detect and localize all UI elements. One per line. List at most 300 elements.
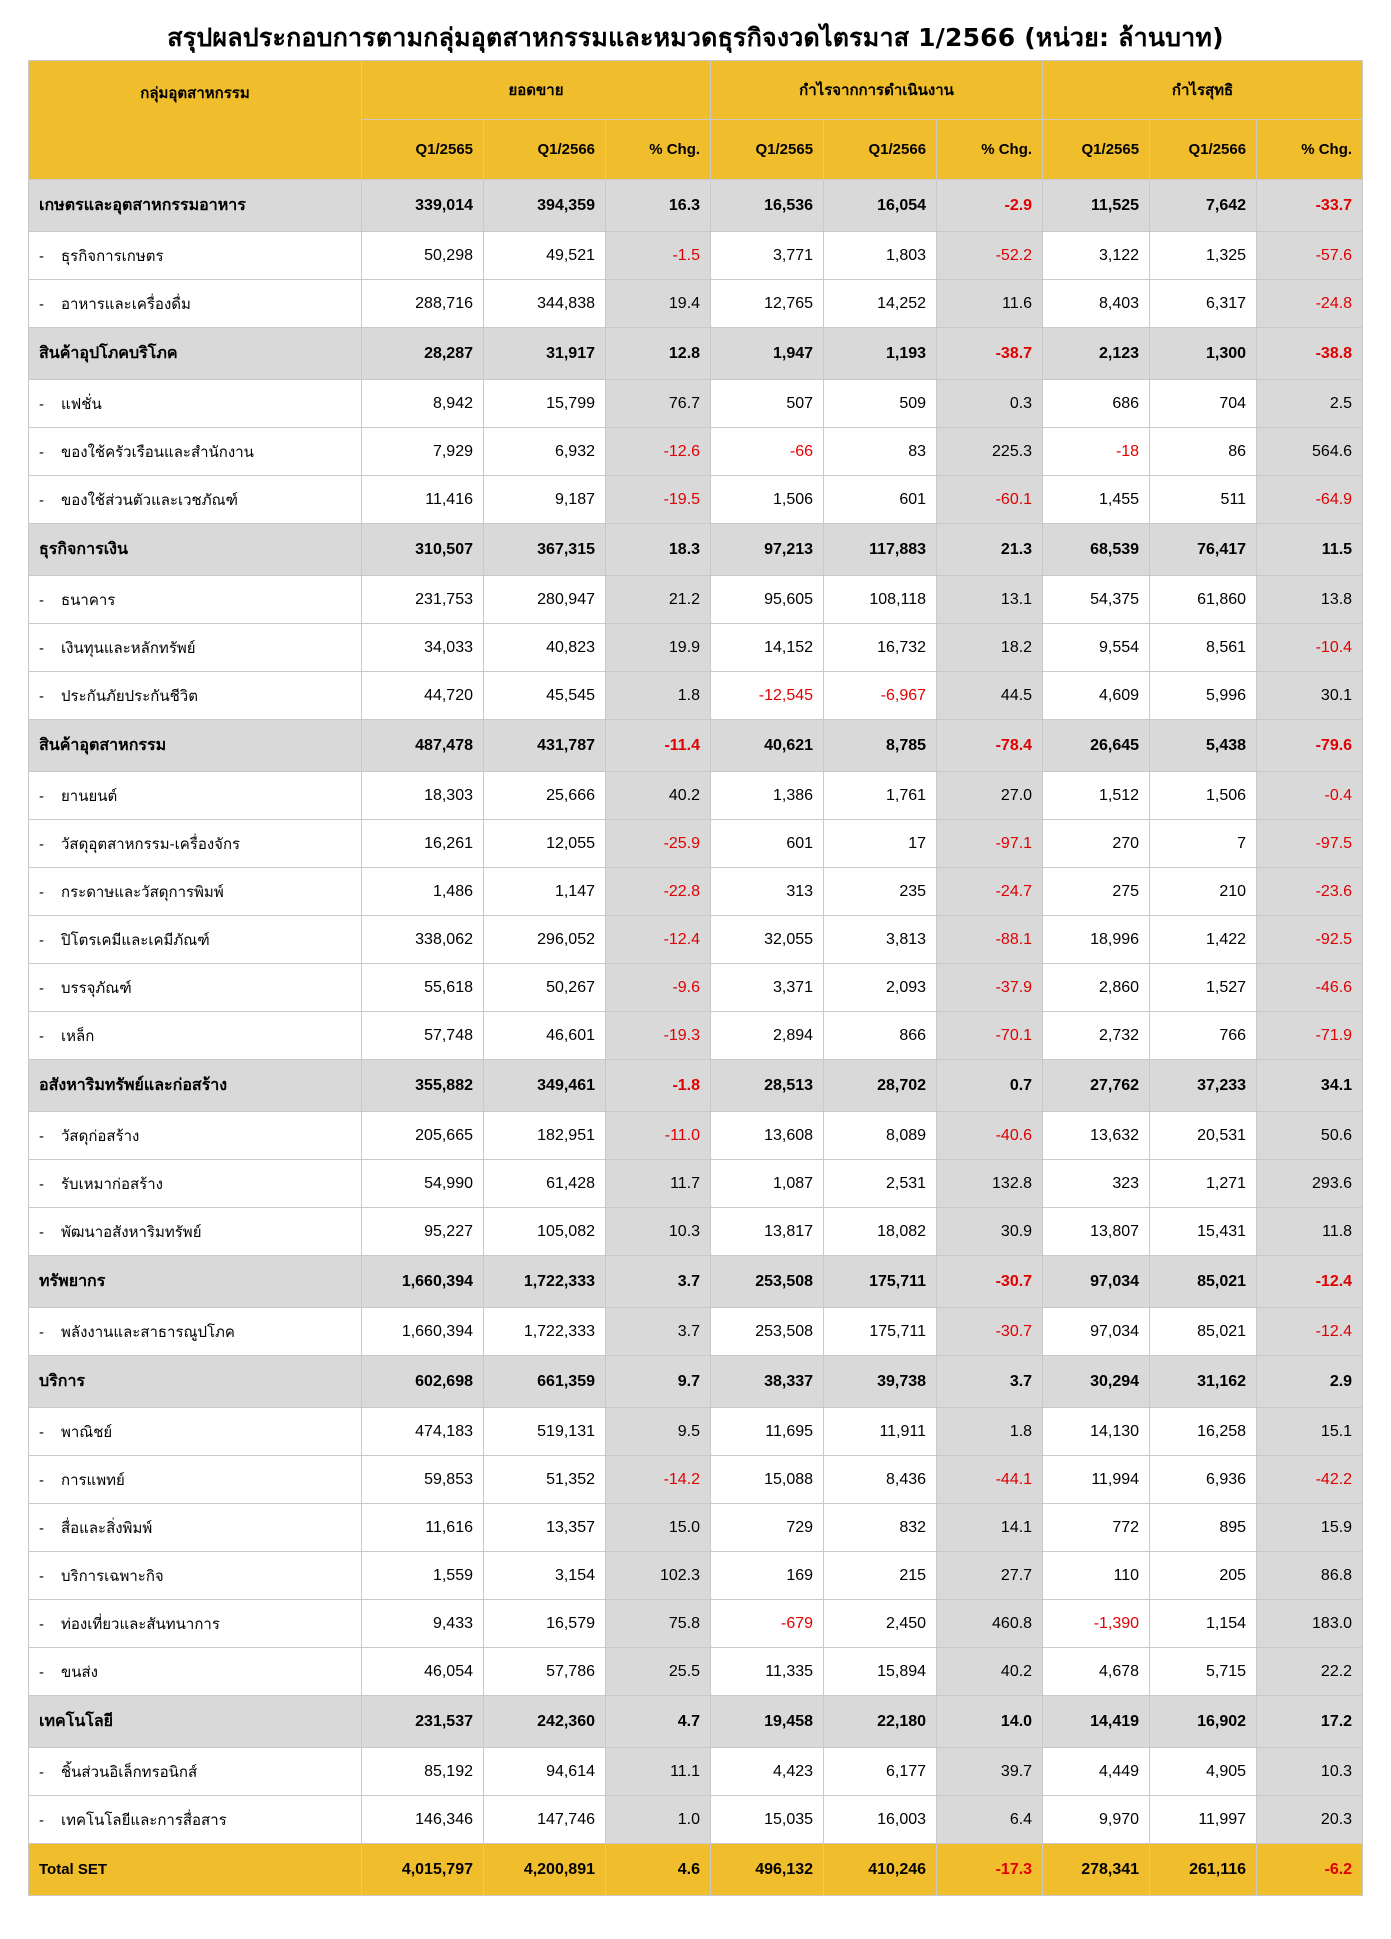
op-profit-q1-2565-cell: 3,771 [711,232,824,280]
sales-pct-chg-cell: 4.6 [606,1844,711,1896]
sales-pct-chg-cell: 11.1 [606,1748,711,1796]
subcategory-name [29,232,362,280]
op-profit-q1-2566-cell: 866 [824,1012,937,1060]
subcategory-name [29,916,362,964]
op-profit-q1-2565-cell: -679 [711,1600,824,1648]
op-profit-q1-2565-cell: 15,035 [711,1796,824,1844]
net-profit-pct-chg-cell: 10.3 [1257,1748,1363,1796]
net-profit-pct-chg-cell: -33.7 [1257,180,1363,232]
bullet-dash: - [39,443,44,461]
op-profit-pct-chg-cell: 0.3 [937,380,1043,428]
subcategory-row [29,1504,1363,1552]
op-profit-q1-2566-cell: 832 [824,1504,937,1552]
net-profit-q1-2565-cell: 54,375 [1043,576,1150,624]
op-profit-q1-2566-cell: 14,252 [824,280,937,328]
net-profit-pct-chg-cell: -97.5 [1257,820,1363,868]
net-profit-pct-chg-cell: 86.8 [1257,1552,1363,1600]
sales-pct-chg-cell: 10.3 [606,1208,711,1256]
bullet-dash: - [39,639,44,657]
row-label: กระดาษและวัสดุการพิมพ์ [61,883,224,901]
op-profit-pct-chg-cell: 460.8 [937,1600,1043,1648]
sales-q1-2565-cell: 7,929 [362,428,484,476]
op-profit-q1-2565-cell: 14,152 [711,624,824,672]
sales-q1-2566-cell: 61,428 [484,1160,606,1208]
sales-q1-2565-cell: 1,486 [362,868,484,916]
net-profit-pct-chg-cell: 15.1 [1257,1408,1363,1456]
sales-pct-chg-cell: 1.8 [606,672,711,720]
sales-q1-2566-cell: 1,722,333 [484,1308,606,1356]
operating-profit-section-header: กำไรจากการดำเนินงาน [711,61,1043,120]
sales-q1-2566-cell: 4,200,891 [484,1844,606,1896]
net-profit-q1-2565-cell: 278,341 [1043,1844,1150,1896]
row-label: ขนส่ง [61,1663,98,1681]
op-profit-q1-2566-cell: 2,450 [824,1600,937,1648]
net-profit-q1-2565-cell: 2,123 [1043,328,1150,380]
op-profit-q1-2566-cell: 8,089 [824,1112,937,1160]
row-label: ของใช้ครัวเรือนและสำนักงาน [61,443,254,461]
row-label: บรรจุภัณฑ์ [61,979,132,997]
sales-q1-2566-cell: 15,799 [484,380,606,428]
subcategory-name [29,1504,362,1552]
net-profit-pct-chg-cell: -0.4 [1257,772,1363,820]
op-profit-q1-2565-cell: -12,545 [711,672,824,720]
sales-q1-2566-cell: 31,917 [484,328,606,380]
row-label: สื่อและสิ่งพิมพ์ [61,1519,153,1537]
net-profit-q1-2566-cell: 85,021 [1150,1308,1257,1356]
bullet-dash: - [39,1763,44,1781]
row-label: แฟชั่น [61,395,102,413]
op-profit-q1-2565-cell: 11,335 [711,1648,824,1696]
subcategory-name [29,672,362,720]
sales-q1-2566-cell: 57,786 [484,1648,606,1696]
op-profit-pct-chg-cell: 13.1 [937,576,1043,624]
op-profit-pct-chg-cell: 11.6 [937,280,1043,328]
op-profit-pct-chg-cell: 3.7 [937,1356,1043,1408]
op-profit-q1-2566-cell: 117,883 [824,524,937,576]
op-profit-pct-chg-header: % Chg. [937,120,1043,180]
net-profit-pct-chg-cell: -23.6 [1257,868,1363,916]
row-label: การแพทย์ [61,1471,125,1489]
sales-pct-chg-cell: 15.0 [606,1504,711,1552]
subcategory-name [29,1456,362,1504]
op-profit-pct-chg-cell: -37.9 [937,964,1043,1012]
row-label: ธุรกิจการเงิน [39,541,128,558]
net-profit-pct-chg-cell: 15.9 [1257,1504,1363,1552]
net-profit-pct-chg-cell: 17.2 [1257,1696,1363,1748]
row-label: สินค้าอุปโภคบริโภค [39,345,178,362]
net-profit-q1-2566-cell: 16,902 [1150,1696,1257,1748]
net-profit-q1-2566-cell: 766 [1150,1012,1257,1060]
sales-pct-chg-cell: 76.7 [606,380,711,428]
op-profit-q1-2565-cell: 12,765 [711,280,824,328]
sales-q1-2566-cell: 349,461 [484,1060,606,1112]
group-column-header: กลุ่มอุตสาหกรรม [29,61,362,180]
sales-q1-2566-cell: 94,614 [484,1748,606,1796]
net-profit-q1-2565-cell: 30,294 [1043,1356,1150,1408]
op-profit-q1-2566-cell: 8,785 [824,720,937,772]
net-profit-q1-2566-cell: 6,317 [1150,280,1257,328]
op-profit-pct-chg-cell: 225.3 [937,428,1043,476]
subcategory-row [29,1208,1363,1256]
op-profit-pct-chg-cell: 0.7 [937,1060,1043,1112]
op-profit-q1-2566-cell: 601 [824,476,937,524]
category-name [29,720,362,772]
net-profit-q1-2565-cell: 27,762 [1043,1060,1150,1112]
row-label: ปิโตรเคมีและเคมีภัณฑ์ [61,931,210,949]
op-profit-q1-2566-cell: 16,054 [824,180,937,232]
row-label: พลังงานและสาธารณูปโภค [61,1323,235,1341]
category-row [29,1256,1363,1308]
sales-q1-2565-cell: 231,753 [362,576,484,624]
subcategory-name [29,1160,362,1208]
sales-q1-2565-cell: 8,942 [362,380,484,428]
op-profit-q1-2565-cell: 15,088 [711,1456,824,1504]
row-label: ของใช้ส่วนตัวและเวชภัณฑ์ [61,491,238,509]
sales-q1-2566-cell: 394,359 [484,180,606,232]
net-profit-q1-2566-cell: 511 [1150,476,1257,524]
sales-q1-2566-cell: 49,521 [484,232,606,280]
bullet-dash: - [39,1615,44,1633]
sales-q1-2565-cell: 1,660,394 [362,1256,484,1308]
net-profit-q1-2566-cell: 1,300 [1150,328,1257,380]
op-profit-q1-2565-cell: 253,508 [711,1256,824,1308]
net-profit-section-header: กำไรสุทธิ [1043,61,1363,120]
op-profit-pct-chg-cell: 1.8 [937,1408,1043,1456]
table-header [29,61,1363,180]
category-row [29,524,1363,576]
subcategory-row [29,232,1363,280]
op-profit-pct-chg-cell: -2.9 [937,180,1043,232]
sales-q1-2565-cell: 28,287 [362,328,484,380]
op-profit-pct-chg-cell: 27.0 [937,772,1043,820]
net-profit-q1-2565-cell: 2,732 [1043,1012,1150,1060]
net-profit-q1-2566-cell: 85,021 [1150,1256,1257,1308]
net-profit-q1-2565-cell: 1,455 [1043,476,1150,524]
subcategory-name [29,1012,362,1060]
op-profit-q1-2566-cell: 215 [824,1552,937,1600]
net-profit-pct-chg-cell: -24.8 [1257,280,1363,328]
subcategory-row [29,868,1363,916]
net-profit-q1-2565-cell: 275 [1043,868,1150,916]
row-label: บริการเฉพาะกิจ [61,1567,164,1585]
sales-pct-chg-cell: 19.4 [606,280,711,328]
net-profit-q1-2565-cell: 2,860 [1043,964,1150,1012]
row-label: รับเหมาก่อสร้าง [61,1175,163,1193]
op-profit-pct-chg-cell: -24.7 [937,868,1043,916]
net-profit-q1-2565-header: Q1/2565 [1043,120,1150,180]
industry-results-table [28,60,1363,1896]
sales-pct-chg-cell: -1.5 [606,232,711,280]
op-profit-q1-2565-cell: 19,458 [711,1696,824,1748]
subcategory-name [29,624,362,672]
sales-q1-2566-cell: 431,787 [484,720,606,772]
sales-q1-2565-cell: 16,261 [362,820,484,868]
sales-q1-2565-cell: 34,033 [362,624,484,672]
bullet-dash: - [39,931,44,949]
op-profit-q1-2565-cell: 32,055 [711,916,824,964]
subcategory-name [29,1208,362,1256]
subcategory-name [29,868,362,916]
sales-q1-2566-cell: 344,838 [484,280,606,328]
op-profit-pct-chg-cell: 44.5 [937,672,1043,720]
sales-pct-chg-cell: -12.4 [606,916,711,964]
op-profit-pct-chg-cell: -70.1 [937,1012,1043,1060]
subcategory-name [29,1796,362,1844]
net-profit-q1-2565-cell: 1,512 [1043,772,1150,820]
net-profit-pct-chg-cell: 30.1 [1257,672,1363,720]
sales-q1-2565-cell: 57,748 [362,1012,484,1060]
bullet-dash: - [39,1811,44,1829]
op-profit-q1-2566-cell: 83 [824,428,937,476]
row-label: ประกันภัยประกันชีวิต [61,687,198,705]
subcategory-row [29,624,1363,672]
sales-pct-chg-cell: -11.0 [606,1112,711,1160]
op-profit-pct-chg-cell: -44.1 [937,1456,1043,1504]
bullet-dash: - [39,247,44,265]
op-profit-q1-2566-cell: 3,813 [824,916,937,964]
sales-q1-2565-cell: 310,507 [362,524,484,576]
net-profit-pct-chg-cell: 564.6 [1257,428,1363,476]
sales-q1-2566-cell: 280,947 [484,576,606,624]
page-title: สรุปผลประกอบการตามกลุ่มอุตสาหกรรมและหมวดธุรกิจงวดไตรมาส 1/2566 (หน่วย: ล้านบาท) [167,23,1224,52]
sales-q1-2565-cell: 59,853 [362,1456,484,1504]
op-profit-pct-chg-cell: 21.3 [937,524,1043,576]
net-profit-pct-chg-cell: 20.3 [1257,1796,1363,1844]
op-profit-q1-2565-cell: 13,817 [711,1208,824,1256]
net-profit-q1-2566-cell: 210 [1150,868,1257,916]
row-label: Total SET [39,1861,108,1878]
category-name [29,180,362,232]
op-profit-pct-chg-cell: -52.2 [937,232,1043,280]
sales-pct-chg-cell: 9.5 [606,1408,711,1456]
subcategory-name [29,964,362,1012]
sales-q1-2565-cell: 4,015,797 [362,1844,484,1896]
op-profit-pct-chg-cell: 132.8 [937,1160,1043,1208]
op-profit-q1-2566-cell: 22,180 [824,1696,937,1748]
op-profit-pct-chg-cell: -30.7 [937,1256,1043,1308]
net-profit-q1-2566-cell: 1,527 [1150,964,1257,1012]
sales-pct-chg-cell: 4.7 [606,1696,711,1748]
sales-q1-2566-cell: 50,267 [484,964,606,1012]
sales-q1-2566-cell: 40,823 [484,624,606,672]
op-profit-q1-2566-cell: 8,436 [824,1456,937,1504]
bullet-dash: - [39,591,44,609]
sales-pct-chg-cell: 19.9 [606,624,711,672]
row-label: สินค้าอุตสาหกรรม [39,737,167,754]
op-profit-q1-2566-cell: 16,003 [824,1796,937,1844]
sales-pct-chg-cell: -11.4 [606,720,711,772]
net-profit-q1-2566-cell: 37,233 [1150,1060,1257,1112]
bullet-dash: - [39,835,44,853]
row-label: อสังหาริมทรัพย์และก่อสร้าง [39,1077,228,1094]
row-label: วัสดุอุตสาหกรรม-เครื่องจักร [61,835,241,853]
net-profit-q1-2565-cell: 9,554 [1043,624,1150,672]
row-label: เหล็ก [61,1027,95,1045]
net-profit-q1-2565-cell: 18,996 [1043,916,1150,964]
op-profit-q1-2565-cell: 1,506 [711,476,824,524]
row-label: ทรัพยากร [39,1273,106,1290]
sales-q1-2566-cell: 9,187 [484,476,606,524]
sales-pct-chg-cell: 75.8 [606,1600,711,1648]
net-profit-q1-2565-cell: 110 [1043,1552,1150,1600]
net-profit-pct-chg-cell: 13.8 [1257,576,1363,624]
sales-q1-2566-cell: 3,154 [484,1552,606,1600]
net-profit-pct-chg-cell: 11.5 [1257,524,1363,576]
net-profit-q1-2566-cell: 6,936 [1150,1456,1257,1504]
op-profit-q1-2566-cell: 39,738 [824,1356,937,1408]
net-profit-q1-2565-cell: 323 [1043,1160,1150,1208]
net-profit-q1-2565-cell: 14,130 [1043,1408,1150,1456]
sales-q1-2565-cell: 1,660,394 [362,1308,484,1356]
category-name [29,1256,362,1308]
subcategory-name [29,428,362,476]
sales-q1-2565-cell: 474,183 [362,1408,484,1456]
sales-pct-chg-cell: 25.5 [606,1648,711,1696]
sales-pct-chg-cell: -19.3 [606,1012,711,1060]
sales-q1-2565-cell: 9,433 [362,1600,484,1648]
row-label: พาณิชย์ [61,1423,113,1441]
net-profit-q1-2566-cell: 7,642 [1150,180,1257,232]
sales-pct-chg-cell: 9.7 [606,1356,711,1408]
net-profit-q1-2566-cell: 8,561 [1150,624,1257,672]
sales-q1-2565-cell: 46,054 [362,1648,484,1696]
net-profit-pct-chg-cell: -42.2 [1257,1456,1363,1504]
net-profit-pct-chg-cell: 22.2 [1257,1648,1363,1696]
net-profit-q1-2565-cell: 13,632 [1043,1112,1150,1160]
category-name [29,524,362,576]
op-profit-q1-2566-cell: 28,702 [824,1060,937,1112]
op-profit-pct-chg-cell: -60.1 [937,476,1043,524]
op-profit-pct-chg-cell: 14.1 [937,1504,1043,1552]
subcategory-row [29,1456,1363,1504]
net-profit-q1-2565-cell: 270 [1043,820,1150,868]
net-profit-q1-2565-cell: 4,678 [1043,1648,1150,1696]
net-profit-q1-2566-cell: 895 [1150,1504,1257,1552]
sales-q1-2565-cell: 339,014 [362,180,484,232]
sales-q1-2566-cell: 45,545 [484,672,606,720]
sales-q1-2565-cell: 205,665 [362,1112,484,1160]
subcategory-row [29,1748,1363,1796]
subcategory-row [29,280,1363,328]
subcategory-row [29,380,1363,428]
sales-pct-chg-cell: 16.3 [606,180,711,232]
sales-q1-2566-cell: 13,357 [484,1504,606,1552]
net-profit-pct-chg-cell: 2.5 [1257,380,1363,428]
op-profit-q1-2565-cell: 2,894 [711,1012,824,1060]
op-profit-q1-2565-cell: 16,536 [711,180,824,232]
sales-section-header: ยอดขาย [362,61,711,120]
op-profit-q1-2565-cell: 1,386 [711,772,824,820]
op-profit-pct-chg-cell: 27.7 [937,1552,1043,1600]
sales-pct-chg-cell: 3.7 [606,1308,711,1356]
net-profit-q1-2566-cell: 16,258 [1150,1408,1257,1456]
subcategory-row [29,1408,1363,1456]
bullet-dash: - [39,979,44,997]
op-profit-q1-2565-header: Q1/2565 [711,120,824,180]
row-label: ธุรกิจการเกษตร [61,247,164,265]
bullet-dash: - [39,1663,44,1681]
bullet-dash: - [39,1323,44,1341]
bullet-dash: - [39,1567,44,1585]
sales-pct-chg-header: % Chg. [606,120,711,180]
op-profit-q1-2566-cell: 11,911 [824,1408,937,1456]
net-profit-pct-chg-cell: 183.0 [1257,1600,1363,1648]
net-profit-q1-2565-cell: 11,994 [1043,1456,1150,1504]
op-profit-q1-2565-cell: -66 [711,428,824,476]
net-profit-pct-chg-cell: -10.4 [1257,624,1363,672]
sales-pct-chg-cell: -25.9 [606,820,711,868]
subcategory-name [29,380,362,428]
subcategory-row [29,1160,1363,1208]
subcategory-name [29,280,362,328]
row-label: อาหารและเครื่องดื่ม [61,295,191,313]
net-profit-q1-2566-cell: 261,116 [1150,1844,1257,1896]
subcategory-name [29,1408,362,1456]
sales-q1-2565-cell: 487,478 [362,720,484,772]
net-profit-q1-2566-cell: 86 [1150,428,1257,476]
sales-q1-2566-cell: 367,315 [484,524,606,576]
op-profit-pct-chg-cell: -88.1 [937,916,1043,964]
sales-q1-2566-cell: 519,131 [484,1408,606,1456]
category-name [29,1696,362,1748]
sales-q1-2566-cell: 12,055 [484,820,606,868]
op-profit-q1-2565-cell: 40,621 [711,720,824,772]
bullet-dash: - [39,1471,44,1489]
op-profit-q1-2565-cell: 169 [711,1552,824,1600]
op-profit-q1-2566-cell: 175,711 [824,1308,937,1356]
net-profit-pct-chg-cell: -12.4 [1257,1256,1363,1308]
sales-q1-2565-cell: 338,062 [362,916,484,964]
op-profit-q1-2566-cell: 16,732 [824,624,937,672]
op-profit-pct-chg-cell: 18.2 [937,624,1043,672]
net-profit-q1-2565-cell: 11,525 [1043,180,1150,232]
net-profit-q1-2565-cell: 97,034 [1043,1308,1150,1356]
op-profit-q1-2565-cell: 313 [711,868,824,916]
op-profit-q1-2565-cell: 1,947 [711,328,824,380]
subcategory-name [29,1112,362,1160]
op-profit-pct-chg-cell: -97.1 [937,820,1043,868]
category-row [29,720,1363,772]
total-label [29,1844,362,1896]
net-profit-pct-chg-cell: -64.9 [1257,476,1363,524]
op-profit-q1-2566-cell: 2,531 [824,1160,937,1208]
sales-q1-2565-cell: 44,720 [362,672,484,720]
sales-q1-2566-cell: 105,082 [484,1208,606,1256]
row-label: เทคโนโลยีและการสื่อสาร [61,1811,227,1829]
category-row [29,1356,1363,1408]
subcategory-row [29,576,1363,624]
sales-q1-2565-cell: 95,227 [362,1208,484,1256]
row-label: ยานยนต์ [61,787,118,805]
bullet-dash: - [39,1027,44,1045]
sales-q1-2565-cell: 50,298 [362,232,484,280]
op-profit-pct-chg-cell: -17.3 [937,1844,1043,1896]
op-profit-pct-chg-cell: -30.7 [937,1308,1043,1356]
net-profit-q1-2566-cell: 20,531 [1150,1112,1257,1160]
row-label: พัฒนาอสังหาริมทรัพย์ [61,1223,202,1241]
sales-q1-2565-cell: 231,537 [362,1696,484,1748]
sales-pct-chg-cell: 102.3 [606,1552,711,1600]
sales-q1-2566-cell: 242,360 [484,1696,606,1748]
op-profit-q1-2566-cell: 410,246 [824,1844,937,1896]
op-profit-q1-2565-cell: 507 [711,380,824,428]
net-profit-q1-2565-cell: 772 [1043,1504,1150,1552]
op-profit-pct-chg-cell: 39.7 [937,1748,1043,1796]
row-label: เกษตรและอุตสาหกรรมอาหาร [39,197,246,214]
row-label: เทคโนโลยี [39,1713,114,1730]
subcategory-name [29,576,362,624]
row-label: บริการ [39,1373,86,1390]
